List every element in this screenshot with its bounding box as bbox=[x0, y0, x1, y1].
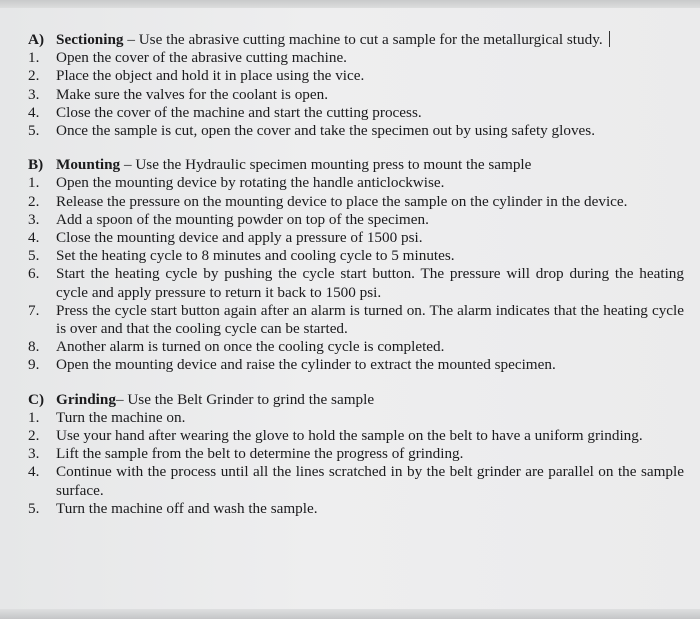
step-text: Start the heating cycle by pushing the cycle start button. The pressure will drop during the heating cycle and apply pressure to return it back to 1500 psi. bbox=[56, 265, 684, 301]
section-heading bbox=[28, 391, 684, 409]
step-item bbox=[28, 174, 684, 192]
step-item bbox=[28, 409, 684, 427]
section-separator: – bbox=[123, 31, 139, 48]
step-item bbox=[28, 49, 684, 67]
step-text: Close the cover of the machine and start the cutting process. bbox=[56, 103, 422, 121]
step-item bbox=[28, 356, 684, 374]
step-text: Turn the machine off and wash the sample. bbox=[56, 499, 318, 517]
step-item bbox=[28, 122, 684, 140]
step-text: Another alarm is turned on once the cooling cycle is completed. bbox=[56, 338, 445, 356]
section-description: Use the Belt Grinder to grind the sample bbox=[127, 390, 375, 408]
step-text: Open the cover of the abrasive cutting machine. bbox=[56, 49, 347, 67]
step-item bbox=[28, 193, 684, 211]
step-number: 1. bbox=[28, 408, 40, 426]
step-text: Press the cycle start button again after an alarm is turned on. The alarm indicates that the heating cycle is over and that the cooling cycle can be started. bbox=[56, 301, 684, 338]
section-mounting bbox=[28, 156, 684, 374]
step-number: 5. bbox=[28, 122, 40, 140]
step-number: 4. bbox=[28, 463, 40, 481]
step-text: Turn the machine on. bbox=[56, 408, 186, 426]
step-item bbox=[28, 338, 684, 356]
step-list bbox=[28, 49, 684, 140]
step-item bbox=[28, 229, 684, 247]
step-item bbox=[28, 302, 684, 338]
step-text: Open the mounting device and raise the cylinder to extract the mounted specimen. bbox=[56, 356, 556, 374]
step-text: Lift the sample from the belt to determine the progress of grinding. bbox=[56, 445, 464, 463]
step-text: Place the object and hold it in place using the vice. bbox=[56, 67, 365, 85]
section-separator: – bbox=[115, 390, 128, 408]
step-number: 3. bbox=[28, 445, 40, 463]
step-item bbox=[28, 427, 684, 445]
step-item bbox=[28, 247, 684, 265]
step-number: 2. bbox=[28, 192, 40, 210]
step-number: 8. bbox=[28, 338, 40, 356]
step-list bbox=[28, 174, 684, 374]
step-number: 2. bbox=[28, 67, 40, 85]
step-text: Once the sample is cut, open the cover and take the specimen out by using safety gloves. bbox=[56, 122, 596, 140]
step-text: Release the pressure on the mounting device to place the sample on the cylinder in the device. bbox=[56, 192, 628, 210]
section-title: Mounting bbox=[56, 156, 121, 174]
step-list bbox=[28, 409, 684, 518]
section-title: Grinding bbox=[56, 390, 116, 408]
section-heading bbox=[28, 31, 684, 49]
step-number: 3. bbox=[28, 85, 40, 103]
step-item bbox=[28, 500, 684, 518]
step-text: Add a spoon of the mounting powder on top of the specimen. bbox=[56, 210, 429, 228]
step-item bbox=[28, 463, 684, 499]
step-item bbox=[28, 104, 684, 122]
step-number: 7. bbox=[28, 301, 40, 319]
section-letter: B) bbox=[28, 156, 44, 174]
procedure-text[interactable] bbox=[28, 31, 684, 518]
step-item bbox=[28, 211, 684, 229]
step-text: Close the mounting device and apply a pressure of 1500 psi. bbox=[56, 229, 423, 247]
step-number: 5. bbox=[28, 499, 40, 517]
page-top-edge bbox=[0, 0, 700, 8]
section-grinding bbox=[28, 391, 684, 518]
step-number: 4. bbox=[28, 229, 40, 247]
step-text: Open the mounting device by rotating the handle anticlockwise. bbox=[56, 174, 445, 192]
step-number: 6. bbox=[28, 265, 40, 283]
step-text: Set the heating cycle to 8 minutes and cooling cycle to 5 minutes. bbox=[56, 247, 455, 265]
step-item bbox=[28, 86, 684, 104]
section-description: Use the Hydraulic specimen mounting press to mount the sample bbox=[135, 156, 532, 174]
step-number: 4. bbox=[28, 103, 40, 121]
step-number: 1. bbox=[28, 174, 40, 192]
step-item bbox=[28, 265, 684, 301]
step-text: Make sure the valves for the coolant is open. bbox=[56, 85, 329, 103]
step-number: 3. bbox=[28, 210, 40, 228]
step-text: Continue with the process until all the lines scratched in by the belt grinder are parallel on the sample surface. bbox=[56, 463, 684, 499]
section-heading bbox=[28, 156, 684, 174]
page-bottom-edge bbox=[0, 609, 700, 619]
section-letter: C) bbox=[28, 390, 45, 408]
section-title: Sectioning bbox=[56, 31, 124, 48]
step-item bbox=[28, 445, 684, 463]
section-description: Use the abrasive cutting machine to cut a sample for the metallurgical study. bbox=[138, 31, 603, 48]
step-item bbox=[28, 67, 684, 85]
step-text: Use your hand after wearing the glove to hold the sample on the belt to have a uniform grinding. bbox=[56, 427, 643, 445]
step-number: 9. bbox=[28, 356, 40, 374]
step-number: 2. bbox=[28, 427, 40, 445]
section-sectioning bbox=[28, 31, 684, 140]
step-number: 5. bbox=[28, 247, 40, 265]
text-cursor bbox=[609, 31, 610, 47]
section-letter: A) bbox=[28, 31, 45, 48]
step-number: 1. bbox=[28, 49, 40, 67]
section-separator: – bbox=[120, 156, 136, 174]
